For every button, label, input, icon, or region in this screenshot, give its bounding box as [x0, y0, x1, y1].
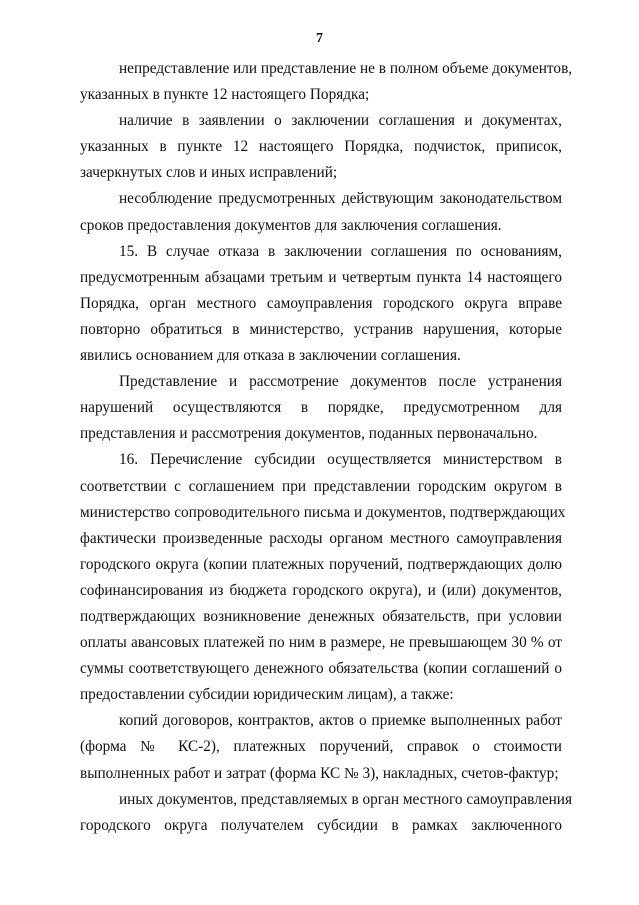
paragraph-line: Порядка, орган местного самоуправления городского округа вправе [80, 294, 562, 312]
paragraph-line: указанных в пункте 12 настоящего Порядка; [80, 86, 370, 104]
paragraph-line: сроков предоставления документов для заключения соглашения. [80, 216, 502, 234]
paragraph-line: повторно обратиться в министерство, устранив нарушения, которые [80, 320, 562, 338]
document-body [80, 56, 573, 839]
paragraph-line: предусмотренным абзацами третьим и четвертым пункта 14 настоящего [80, 268, 562, 286]
paragraph-line: копий договоров, контрактов, актов о приемке выполненных работ [119, 712, 562, 730]
paragraph-line: подтверждающих возникновение денежных обязательств, при условии [80, 607, 562, 625]
paragraph-line: оплаты авансовых платежей по ним в размере, не превышающем 30 % от [80, 634, 562, 652]
paragraph-line: непредставление или представление не в полном объеме документов, [119, 60, 573, 77]
paragraph-line: 16. Перечисление субсидии осуществляется министерством в [119, 451, 562, 469]
paragraph-line: фактически произведенные расходы органом местного самоуправления [80, 529, 562, 547]
paragraph-line: несоблюдение предусмотренных действующим законодательством [119, 190, 562, 208]
paragraph-line: министерство сопроводительного письма и документов, подтверждающих [80, 503, 566, 521]
paragraph-line: 15. В случае отказа в заключении соглашения по основаниям, [119, 242, 562, 260]
paragraph-line: выполненных работ и затрат (форма КС № 3), накладных, счетов-фактур; [80, 764, 559, 782]
paragraph-line: софинансирования из бюджета городского округа), и (или) документов, [80, 581, 562, 599]
paragraph-line: (форма № КС-2), платежных поручений, справок о стоимости [80, 738, 562, 756]
paragraph-line: городского округа (копии платежных поручений, подтверждающих долю [80, 555, 562, 573]
paragraph-line: соответствии с соглашением при представлении городским округом в [80, 477, 562, 495]
paragraph-line: нарушений осуществляются в порядке, предусмотренном для [80, 399, 562, 417]
paragraph-line: иных документов, представляемых в орган местного самоуправления [119, 790, 573, 808]
paragraph-line: городского округа получателем субсидии в рамках заключенного [80, 816, 562, 834]
paragraph-line: суммы соответствующего денежного обязательства (копии соглашений о [80, 660, 562, 678]
paragraph-line: наличие в заявлении о заключении соглашения и документах, [119, 112, 562, 130]
paragraph-line: Представление и рассмотрение документов после устранения [119, 373, 562, 391]
paragraph-line: явились основанием для отказа в заключении соглашения. [80, 347, 461, 365]
page-number: 7 [316, 31, 323, 46]
paragraph-line: указанных в пункте 12 настоящего Порядка, подчисток, приписок, [80, 138, 562, 156]
paragraph-line: представления и рассмотрения документов, поданных первоначально. [80, 425, 538, 443]
paragraph-line: предоставлении субсидии юридическим лицам), а также: [80, 686, 454, 704]
paragraph-line: зачеркнутых слов и иных исправлений; [80, 164, 338, 182]
